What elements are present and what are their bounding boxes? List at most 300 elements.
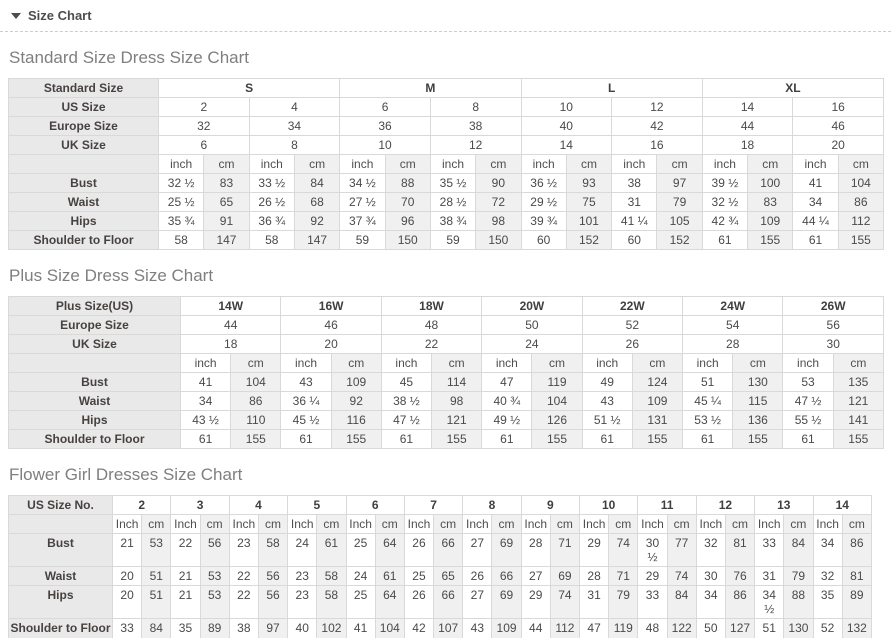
measure-value: 27 (463, 534, 492, 567)
unit-label-inch: Inch (288, 515, 317, 534)
size-value: 44 (181, 316, 281, 335)
size-value: 56 (783, 316, 884, 335)
measure-value: 26 ½ (249, 193, 294, 212)
measure-value: 130 (733, 373, 783, 392)
measure-value: 20 (113, 586, 142, 619)
measure-value: 112 (550, 619, 579, 638)
measure-value: 51 (142, 586, 171, 619)
measure-value: 41 ¼ (612, 212, 657, 231)
measure-value: 61 (783, 430, 833, 449)
measure-value: 45 (381, 373, 431, 392)
measure-value: 102 (317, 619, 346, 638)
unit-label-inch: Inch (755, 515, 784, 534)
measure-value: 77 (667, 534, 696, 567)
measure-value: 60 (521, 231, 566, 250)
size-value: 14 (702, 98, 793, 117)
measure-value: 119 (532, 373, 582, 392)
measure-value: 109 (632, 392, 682, 411)
unit-label-inch: inch (430, 155, 475, 174)
measure-label: Hips (9, 411, 181, 430)
measure-value: 51 (683, 373, 733, 392)
measure-value: 109 (331, 373, 381, 392)
measure-value: 68 (294, 193, 339, 212)
measure-value: 79 (609, 586, 638, 619)
row-label: Europe Size (9, 117, 159, 136)
unit-label-inch: Inch (580, 515, 609, 534)
measure-value: 96 (385, 212, 430, 231)
measure-value: 69 (550, 567, 579, 586)
size-group-header: L (521, 79, 702, 98)
measure-value: 70 (385, 193, 430, 212)
measure-value: 155 (231, 430, 281, 449)
measure-value: 121 (833, 392, 883, 411)
size-group-header: 3 (171, 496, 229, 515)
measure-value: 27 (463, 586, 492, 619)
measure-value: 34 (813, 534, 842, 567)
size-group-header: S (159, 79, 340, 98)
measure-value: 155 (833, 430, 883, 449)
size-group-header: 14 (813, 496, 872, 515)
measure-value: 53 (142, 534, 171, 567)
measure-value: 104 (231, 373, 281, 392)
measure-value: 121 (432, 411, 482, 430)
measure-value: 109 (748, 212, 793, 231)
measure-value: 79 (784, 567, 813, 586)
measure-value: 152 (657, 231, 702, 250)
measure-value: 58 (258, 534, 287, 567)
table-title-t2: Plus Size Dress Size Chart (9, 266, 214, 285)
measure-value: 84 (142, 619, 171, 638)
measure-value: 74 (609, 534, 638, 567)
measure-value: 31 (580, 586, 609, 619)
measure-value: 59 (430, 231, 475, 250)
size-value: 6 (340, 98, 431, 117)
measure-value: 93 (566, 174, 611, 193)
unit-label-inch: Inch (346, 515, 375, 534)
measure-value: 47 ½ (783, 392, 833, 411)
measure-value: 114 (432, 373, 482, 392)
row-label: UK Size (9, 136, 159, 155)
size-value: 52 (582, 316, 682, 335)
measure-value: 116 (331, 411, 381, 430)
measure-value: 26 (404, 534, 433, 567)
measure-value: 32 ½ (159, 174, 204, 193)
measure-value: 32 (696, 534, 725, 567)
measure-value: 53 (200, 586, 229, 619)
table-title-t1: Standard Size Dress Size Chart (9, 48, 249, 67)
measure-value: 43 (463, 619, 492, 638)
measure-value: 84 (294, 174, 339, 193)
measure-value: 155 (838, 231, 883, 250)
measure-value: 43 ½ (181, 411, 231, 430)
measure-value: 131 (632, 411, 682, 430)
measure-value: 51 ½ (582, 411, 632, 430)
measure-value: 34 (696, 586, 725, 619)
measure-value: 43 (281, 373, 331, 392)
unit-label-inch: Inch (813, 515, 842, 534)
measure-value: 29 ½ (521, 193, 566, 212)
measure-value: 33 (638, 586, 667, 619)
corner-label: US Size No. (9, 496, 113, 515)
size-group-header: 26W (783, 297, 884, 316)
measure-value: 26 (404, 586, 433, 619)
size-group-header: 22W (582, 297, 682, 316)
measure-value: 30 (696, 567, 725, 586)
measure-label: Hips (9, 212, 159, 231)
measure-value: 61 (375, 567, 404, 586)
measure-value: 21 (171, 567, 200, 586)
size-group-header: 7 (404, 496, 462, 515)
measure-value: 61 (381, 430, 431, 449)
measure-value: 104 (532, 392, 582, 411)
measure-value: 104 (375, 619, 404, 638)
measure-value: 50 (696, 619, 725, 638)
measure-value: 44 (521, 619, 550, 638)
unit-label-inch: Inch (521, 515, 550, 534)
measure-value: 86 (231, 392, 281, 411)
measure-value: 53 ½ (683, 411, 733, 430)
measure-value: 32 ½ (702, 193, 747, 212)
size-value: 54 (683, 316, 783, 335)
size-group-header: 14W (181, 297, 281, 316)
measure-value: 155 (432, 430, 482, 449)
unit-label-cm: cm (842, 515, 871, 534)
size-group-header: 10 (580, 496, 638, 515)
unit-label-inch: inch (340, 155, 385, 174)
size-value: 24 (482, 335, 582, 354)
measure-value: 41 (181, 373, 231, 392)
measure-value: 38 (612, 174, 657, 193)
measure-value: 83 (204, 174, 249, 193)
unit-row-corner (9, 515, 113, 534)
measure-value: 75 (566, 193, 611, 212)
size-table-t3 (8, 495, 872, 638)
size-group-header: XL (702, 79, 883, 98)
unit-label-cm: cm (550, 515, 579, 534)
measure-value: 36 ¼ (281, 392, 331, 411)
measure-value: 65 (434, 567, 463, 586)
measure-value: 40 (288, 619, 317, 638)
measure-value: 25 (346, 586, 375, 619)
measure-value: 41 (793, 174, 838, 193)
measure-value: 104 (838, 174, 883, 193)
unit-label-inch: inch (281, 354, 331, 373)
measure-value: 86 (842, 534, 871, 567)
measure-value: 89 (200, 619, 229, 638)
size-value: 38 (430, 117, 521, 136)
size-value: 16 (612, 136, 703, 155)
size-value: 28 (683, 335, 783, 354)
measure-value: 22 (229, 586, 258, 619)
measure-value: 47 (580, 619, 609, 638)
measure-label: Waist (9, 193, 159, 212)
measure-value: 61 (482, 430, 532, 449)
unit-label-cm: cm (317, 515, 346, 534)
size-value: 12 (430, 136, 521, 155)
size-group-header: 18W (381, 297, 481, 316)
measure-label: Waist (9, 392, 181, 411)
unit-label-inch: inch (482, 354, 532, 373)
measure-value: 52 (813, 619, 842, 638)
measure-value: 42 (404, 619, 433, 638)
measure-value: 135 (833, 373, 883, 392)
unit-label-inch: inch (249, 155, 294, 174)
measure-value: 79 (657, 193, 702, 212)
measure-value: 32 (813, 567, 842, 586)
unit-row-corner (9, 155, 159, 174)
size-group-header: 11 (638, 496, 696, 515)
measure-value: 109 (492, 619, 521, 638)
measure-value: 56 (258, 567, 287, 586)
size-value: 44 (702, 117, 793, 136)
measure-value: 66 (492, 567, 521, 586)
measure-value: 97 (258, 619, 287, 638)
measure-value: 88 (385, 174, 430, 193)
measure-value: 25 (346, 534, 375, 567)
measure-value: 35 (813, 586, 842, 619)
measure-value: 25 ½ (159, 193, 204, 212)
measure-value: 61 (793, 231, 838, 250)
unit-label-cm: cm (200, 515, 229, 534)
measure-label: Hips (9, 586, 113, 619)
unit-label-cm: cm (667, 515, 696, 534)
measure-value: 39 ½ (702, 174, 747, 193)
section-header-label: Size Chart (28, 8, 92, 23)
measure-value: 29 (580, 534, 609, 567)
measure-value: 33 ½ (249, 174, 294, 193)
measure-value: 66 (434, 586, 463, 619)
size-value: 18 (181, 335, 281, 354)
size-value: 8 (249, 136, 340, 155)
unit-label-inch: Inch (404, 515, 433, 534)
unit-label-cm: cm (733, 354, 783, 373)
size-value: 36 (340, 117, 431, 136)
measure-value: 21 (171, 586, 200, 619)
size-value: 10 (521, 98, 612, 117)
unit-label-cm: cm (258, 515, 287, 534)
size-value: 46 (793, 117, 884, 136)
measure-value: 84 (667, 586, 696, 619)
measure-value: 34 ½ (340, 174, 385, 193)
measure-value: 59 (340, 231, 385, 250)
measure-value: 136 (733, 411, 783, 430)
measure-value: 43 (582, 392, 632, 411)
unit-label-cm: cm (385, 155, 430, 174)
unit-label-cm: cm (492, 515, 521, 534)
measure-value: 91 (204, 212, 249, 231)
measure-label: Bust (9, 373, 181, 392)
measure-value: 155 (331, 430, 381, 449)
measure-value: 66 (434, 534, 463, 567)
unit-label-inch: inch (582, 354, 632, 373)
unit-label-inch: Inch (638, 515, 667, 534)
unit-label-cm: cm (532, 354, 582, 373)
measure-label: Shoulder to Floor (9, 231, 159, 250)
measure-value: 49 (582, 373, 632, 392)
unit-label-cm: cm (375, 515, 404, 534)
measure-value: 29 (521, 586, 550, 619)
size-value: 18 (702, 136, 793, 155)
measure-value: 40 ¾ (482, 392, 532, 411)
unit-label-cm: cm (632, 354, 682, 373)
measure-value: 61 (281, 430, 331, 449)
measure-value: 29 (638, 567, 667, 586)
unit-label-inch: inch (381, 354, 431, 373)
measure-value: 83 (748, 193, 793, 212)
unit-label-inch: Inch (463, 515, 492, 534)
measure-value: 130 (784, 619, 813, 638)
triangle-down-icon (11, 13, 21, 19)
measure-value: 141 (833, 411, 883, 430)
measure-value: 69 (492, 534, 521, 567)
measure-value: 56 (258, 586, 287, 619)
unit-label-cm: cm (204, 155, 249, 174)
measure-value: 71 (609, 567, 638, 586)
measure-value: 98 (476, 212, 521, 231)
measure-value: 33 (755, 534, 784, 567)
size-value: 22 (381, 335, 481, 354)
size-group-header: 16W (281, 297, 381, 316)
measure-value: 34 ½ (755, 586, 784, 619)
measure-value: 47 (482, 373, 532, 392)
unit-label-cm: cm (331, 354, 381, 373)
unit-label-cm: cm (657, 155, 702, 174)
measure-value: 61 (683, 430, 733, 449)
measure-value: 81 (842, 567, 871, 586)
size-value: 10 (340, 136, 431, 155)
measure-value: 98 (432, 392, 482, 411)
measure-value: 23 (229, 534, 258, 567)
measure-value: 126 (532, 411, 582, 430)
measure-value: 127 (725, 619, 754, 638)
measure-value: 65 (204, 193, 249, 212)
measure-value: 58 (317, 586, 346, 619)
measure-value: 81 (725, 534, 754, 567)
measure-value: 23 (288, 586, 317, 619)
measure-value: 84 (784, 534, 813, 567)
corner-label: Plus Size(US) (9, 297, 181, 316)
measure-value: 112 (838, 212, 883, 231)
size-value: 2 (159, 98, 250, 117)
measure-value: 31 (612, 193, 657, 212)
measure-value: 97 (657, 174, 702, 193)
row-label: UK Size (9, 335, 181, 354)
measure-value: 36 ¾ (249, 212, 294, 231)
measure-value: 49 ½ (482, 411, 532, 430)
unit-label-inch: Inch (171, 515, 200, 534)
measure-value: 28 (521, 534, 550, 567)
measure-value: 61 (317, 534, 346, 567)
size-group-header: 20W (482, 297, 582, 316)
measure-value: 64 (375, 534, 404, 567)
measure-label: Bust (9, 174, 159, 193)
measure-value: 89 (842, 586, 871, 619)
measure-value: 90 (476, 174, 521, 193)
measure-value: 27 ½ (340, 193, 385, 212)
unit-label-inch: inch (181, 354, 231, 373)
unit-label-inch: inch (159, 155, 204, 174)
measure-value: 147 (204, 231, 249, 250)
size-group-header: 8 (463, 496, 521, 515)
measure-value: 76 (725, 567, 754, 586)
measure-value: 152 (566, 231, 611, 250)
measure-value: 34 (181, 392, 231, 411)
measure-value: 38 (229, 619, 258, 638)
measure-value: 33 (113, 619, 142, 638)
unit-label-inch: inch (683, 354, 733, 373)
measure-value: 64 (375, 586, 404, 619)
unit-label-cm: cm (566, 155, 611, 174)
size-group-header: 12 (696, 496, 754, 515)
measure-value: 35 ¾ (159, 212, 204, 231)
measure-value: 48 (638, 619, 667, 638)
size-value: 12 (612, 98, 703, 117)
measure-value: 155 (632, 430, 682, 449)
measure-value: 56 (200, 534, 229, 567)
measure-value: 58 (159, 231, 204, 250)
row-label: US Size (9, 98, 159, 117)
measure-value: 60 (612, 231, 657, 250)
unit-label-inch: inch (793, 155, 838, 174)
measure-value: 61 (702, 231, 747, 250)
measure-value: 35 ½ (430, 174, 475, 193)
measure-value: 155 (733, 430, 783, 449)
measure-value: 25 (404, 567, 433, 586)
measure-value: 42 ¾ (702, 212, 747, 231)
unit-label-inch: inch (521, 155, 566, 174)
size-value: 20 (793, 136, 884, 155)
measure-value: 39 ¾ (521, 212, 566, 231)
measure-value: 105 (657, 212, 702, 231)
measure-value: 115 (733, 392, 783, 411)
size-value: 20 (281, 335, 381, 354)
size-chart-section-header[interactable] (0, 0, 891, 32)
size-table-t1 (8, 78, 884, 250)
measure-value: 100 (748, 174, 793, 193)
measure-value: 69 (492, 586, 521, 619)
unit-label-inch: Inch (229, 515, 258, 534)
size-value: 16 (793, 98, 884, 117)
measure-value: 35 (171, 619, 200, 638)
unit-label-cm: cm (294, 155, 339, 174)
measure-value: 110 (231, 411, 281, 430)
measure-value: 74 (550, 586, 579, 619)
measure-value: 24 (288, 534, 317, 567)
measure-value: 74 (667, 567, 696, 586)
measure-value: 53 (783, 373, 833, 392)
unit-label-cm: cm (231, 354, 281, 373)
measure-value: 86 (838, 193, 883, 212)
measure-value: 58 (249, 231, 294, 250)
measure-value: 88 (784, 586, 813, 619)
measure-value: 155 (748, 231, 793, 250)
measure-value: 119 (609, 619, 638, 638)
measure-value: 45 ¼ (683, 392, 733, 411)
size-value: 48 (381, 316, 481, 335)
size-chart-panel (0, 48, 891, 638)
measure-value: 147 (294, 231, 339, 250)
size-value: 4 (249, 98, 340, 117)
size-value: 50 (482, 316, 582, 335)
measure-value: 38 ½ (381, 392, 431, 411)
measure-value: 30 ½ (638, 534, 667, 567)
measure-value: 155 (532, 430, 582, 449)
unit-label-cm: cm (432, 354, 482, 373)
corner-label: Standard Size (9, 79, 159, 98)
measure-value: 23 (288, 567, 317, 586)
unit-label-cm: cm (784, 515, 813, 534)
measure-value: 31 (755, 567, 784, 586)
